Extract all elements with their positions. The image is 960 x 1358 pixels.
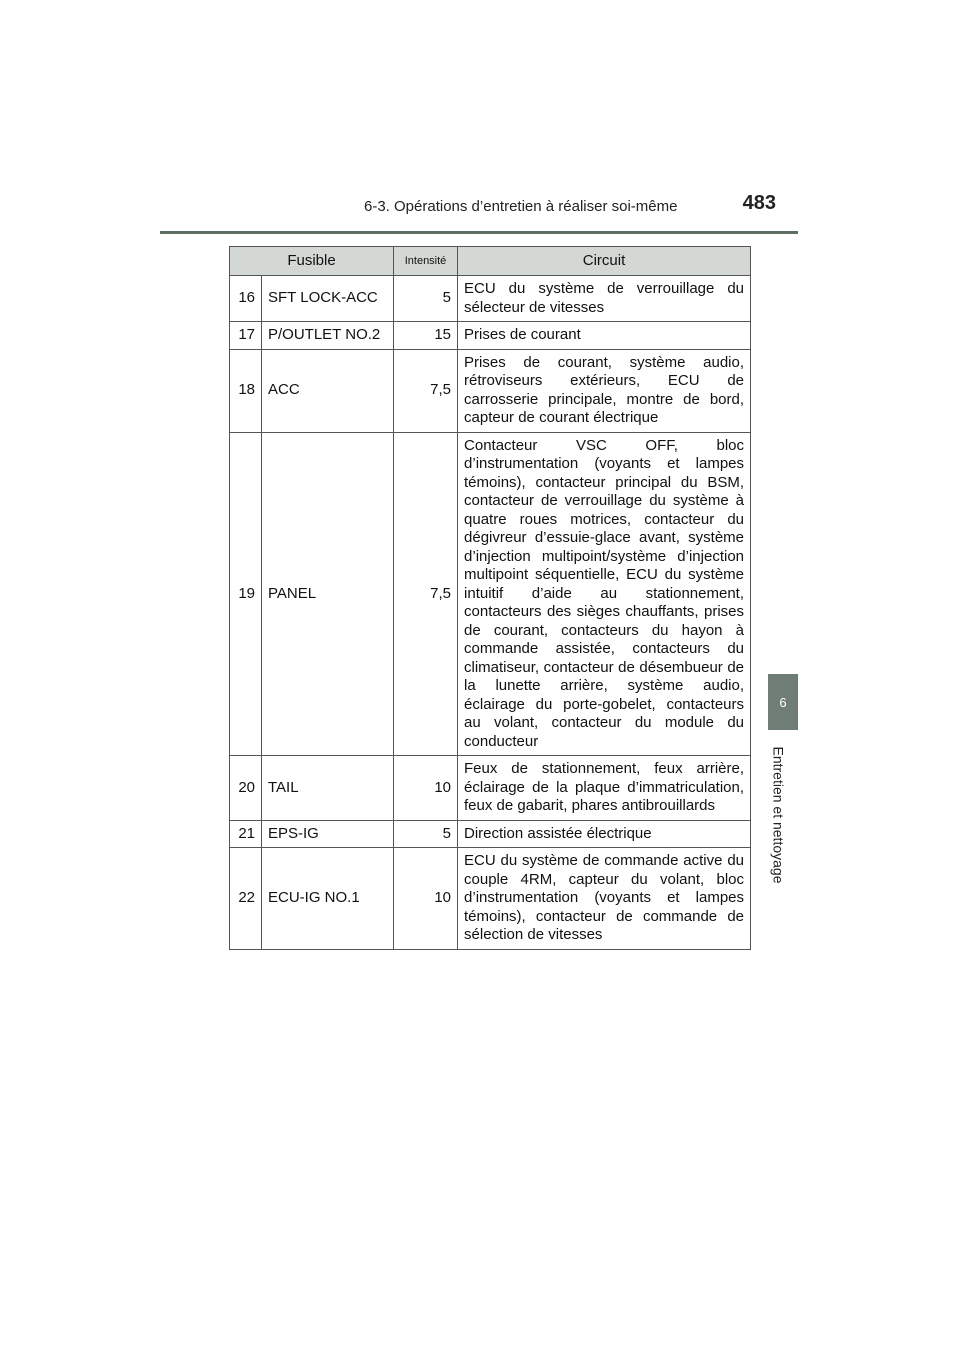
- section-title: 6-3. Opérations d’entretien à réaliser soi-même: [364, 198, 678, 215]
- fuse-name: ACC: [262, 349, 394, 432]
- fuse-name: ECU-IG NO.1: [262, 848, 394, 950]
- table-row: [230, 432, 751, 756]
- fuse-circuit: Direction assistée électrique: [458, 820, 751, 848]
- fuse-amperage: 15: [394, 322, 458, 350]
- fuse-circuit: ECU du système de commande active du couple 4RM, capteur du volant, bloc d’instrumentation (voyants et lampes témoins), contacteur de commande de sélection de vitesses: [458, 848, 751, 950]
- chapter-tab: [768, 674, 798, 730]
- header-divider: [160, 231, 798, 234]
- page-number: 483: [742, 192, 776, 214]
- fuse-name: PANEL: [262, 432, 394, 756]
- table-header-row: [230, 247, 751, 276]
- column-header-fuse: Fusible: [230, 247, 394, 276]
- fuse-circuit: ECU du système de verrouillage du sélecteur de vitesses: [458, 276, 751, 322]
- fuse-amperage: 10: [394, 848, 458, 950]
- chapter-title: Entretien et nettoyage: [770, 746, 786, 884]
- fuse-table: [229, 246, 751, 950]
- fuse-number: 19: [230, 432, 262, 756]
- fuse-amperage: 7,5: [394, 432, 458, 756]
- chapter-number: 6: [779, 694, 787, 710]
- fuse-number: 17: [230, 322, 262, 350]
- fuse-amperage: 5: [394, 276, 458, 322]
- fuse-circuit: Contacteur VSC OFF, bloc d’instrumentation (voyants et lampes témoins), contacteur principal du BSM, contacteur de verrouillage du système à quatre roues motrices, contacteur du dégivreur d’essuie-glace avant, système d’injection multipoint/système d’injection multipoint séquentielle, ECU du système intuitif d’aide au stationnement, contacteurs des sièges chauffants, prises de courant, contacteurs du hayon à commande assistée, contacteurs du climatiseur, contacteur de désembueur de la lunette arrière, système audio, éclairage du porte-gobelet, contacteurs au volant, contacteur du module du conducteur: [458, 432, 751, 756]
- table-row: [230, 820, 751, 848]
- fuse-number: 18: [230, 349, 262, 432]
- fuse-amperage: 10: [394, 756, 458, 821]
- fuse-name: TAIL: [262, 756, 394, 821]
- fuse-amperage: 7,5: [394, 349, 458, 432]
- column-header-amperage: Intensité: [394, 247, 458, 276]
- fuse-number: 21: [230, 820, 262, 848]
- fuse-number: 16: [230, 276, 262, 322]
- fuse-circuit: Feux de stationnement, feux arrière, éclairage de la plaque d’immatriculation, feux de gabarit, phares antibrouillards: [458, 756, 751, 821]
- fuse-number: 20: [230, 756, 262, 821]
- column-header-circuit: Circuit: [458, 247, 751, 276]
- table-row: [230, 322, 751, 350]
- fuse-name: P/OUTLET NO.2: [262, 322, 394, 350]
- fuse-amperage: 5: [394, 820, 458, 848]
- fuse-number: 22: [230, 848, 262, 950]
- table-row: [230, 349, 751, 432]
- chapter-side-label: [758, 740, 798, 890]
- table-row: [230, 276, 751, 322]
- fuse-name: SFT LOCK-ACC: [262, 276, 394, 322]
- fuse-name: EPS-IG: [262, 820, 394, 848]
- table-row: [230, 848, 751, 950]
- fuse-circuit: Prises de courant, système audio, rétroviseurs extérieurs, ECU de carrosserie principale, montre de bord, capteur de courant électrique: [458, 349, 751, 432]
- table-row: [230, 756, 751, 821]
- fuse-circuit: Prises de courant: [458, 322, 751, 350]
